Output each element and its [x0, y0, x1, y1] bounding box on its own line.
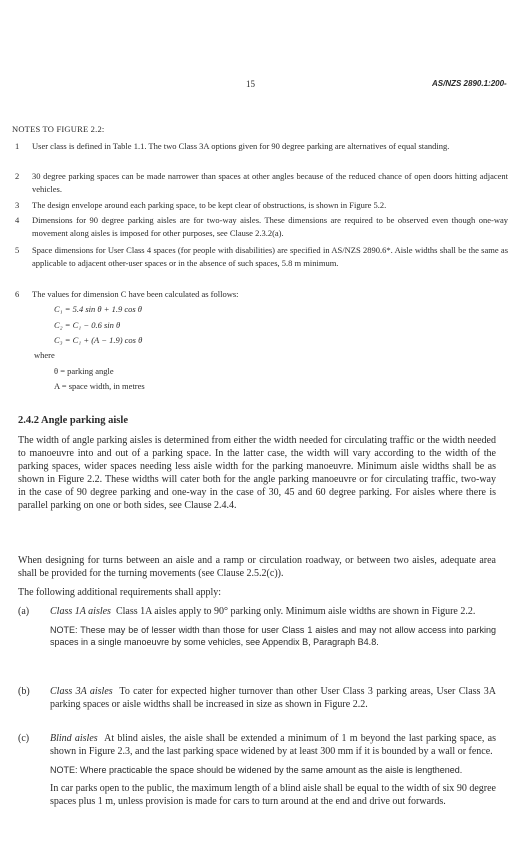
note-item — [12, 170, 508, 196]
note-number: 1 — [15, 141, 20, 151]
standard-reference: AS/NZS 2890.1:200- — [432, 79, 507, 88]
item-heading: Blind aisles — [50, 733, 98, 744]
requirement-item — [18, 732, 496, 808]
note-number: 6 — [15, 289, 20, 299]
note-text: The values for dimension C have been calculated as follows: — [32, 289, 239, 299]
formula-c2: C₂ = C₁ − 0.6 sin θ — [54, 320, 121, 330]
section-paragraph: When designing for turns between an aisle and a ramp or circulation roadway, or between two aisles, adequate area shall be provided for the turning movements (see Clause 2.5.2(c)). — [18, 555, 496, 579]
formula-c1: C₁ = 5.4 sin θ + 1.9 cos θ — [54, 304, 142, 314]
item-body — [50, 685, 496, 711]
note-number: 3 — [15, 200, 20, 210]
note-text: The design envelope around each parking space, to be kept clear of obstructions, is shown in Figure 5.2. — [32, 200, 387, 210]
item-text: Class 1A aisles apply to 90° parking only. Minimum aisle widths are shown in Figure 2.2. — [115, 606, 476, 617]
note-item — [12, 288, 508, 301]
formula-c3: C₃ = C₁ + (A − 1.9) cos θ — [54, 335, 143, 345]
note-text: Space dimensions for User Class 4 spaces (for people with disabilities) are specified in AS/NZS 2890.6*. Aisle widths shall be the same as applicable to adjacent other-user spaces or in the absence of such spaces, 5.8 m minimum. — [32, 245, 508, 268]
item-text: At blind aisles, the aisle shall be extended a minimum of 1 m beyond the last parking space, as shown in Figure 2.3, and the last parking space widened by at least 300 mm if it is bounded by a wall or fence. — [50, 733, 496, 757]
where-label: where — [34, 350, 55, 360]
requirement-item — [18, 685, 496, 711]
note-item — [12, 140, 508, 153]
item-body — [50, 732, 496, 808]
definition: θ = parking angle — [54, 366, 114, 376]
page-number: 15 — [246, 79, 255, 89]
note-item — [12, 199, 508, 212]
item-heading: Class 1A aisles — [50, 606, 111, 617]
note-number: 4 — [15, 215, 20, 225]
requirement-item — [18, 605, 496, 648]
section-paragraph: The following additional requirements shall apply: — [18, 587, 222, 598]
note-number: 2 — [15, 171, 20, 181]
item-body — [50, 605, 496, 648]
item-label: (a) — [18, 606, 30, 617]
item-heading: Class 3A aisles — [50, 686, 113, 697]
note-text: Dimensions for 90 degree parking aisles are for two-way aisles. These dimensions are required to be observed even though one-way movement along aisles is imposed for other purposes, see Clause 2.3.2(a). — [32, 215, 508, 238]
item-text: To cater for expected higher turnover than other User Class 3 parking areas, User Class 3A parking spaces or aisle widths shall be increased in size as shown in Figure 2.2. — [50, 686, 497, 710]
note-text: 30 degree parking spaces can be made narrower than spaces at other angles because of the reduced chance of open doors hitting adjacent vehicles. — [32, 171, 508, 194]
definition: A = space width, in metres — [54, 381, 145, 391]
section-paragraph: The width of angle parking aisles is determined from either the width needed for circulating traffic or the width needed to manoeuvre into and out of a parking space. In the latter case, the width will vary according to the width of the parking spaces, wider spaces needing less aisle width for the parking manoeuvre. Minimum aisle widths shall be as shown in Figure 2.2. These widths will cater both for the angle parking manoeuvre or for circulating traffic, two-way in the case of 90 degree parking and one-way in the case of 30, 45 and 60 degree parking. For aisles where there is parallel parking on one or both sides, see Clause 2.4.4. — [18, 435, 496, 511]
item-note: NOTE: Where practicable the space should be widened by the same amount as the aisle is lengthened. — [50, 765, 463, 775]
note-item — [12, 214, 508, 240]
note-number: 5 — [15, 245, 20, 255]
item-label: (c) — [18, 733, 30, 744]
notes-title: NOTES TO FIGURE 2.2: — [12, 124, 105, 134]
item-note: NOTE: These may be of lesser width than those for user Class 1 aisles and may not allow access into parking spaces in a single manoeuvre by some vehicles, see Appendix B, Paragraph B4.8. — [50, 625, 496, 647]
item-extra-paragraph: In car parks open to the public, the maximum length of a blind aisle shall be equal to the width of six 90 degree spaces plus 1 m, unless provision is made for cars to turn around at the end and drive out forwards. — [50, 783, 496, 807]
note-text: User class is defined in Table 1.1. The two Class 3A options given for 90 degree parking are alternatives of equal standing. — [32, 141, 450, 151]
section-title: 2.4.2 Angle parking aisle — [18, 415, 128, 426]
item-label: (b) — [18, 686, 30, 697]
note-item — [12, 244, 508, 270]
